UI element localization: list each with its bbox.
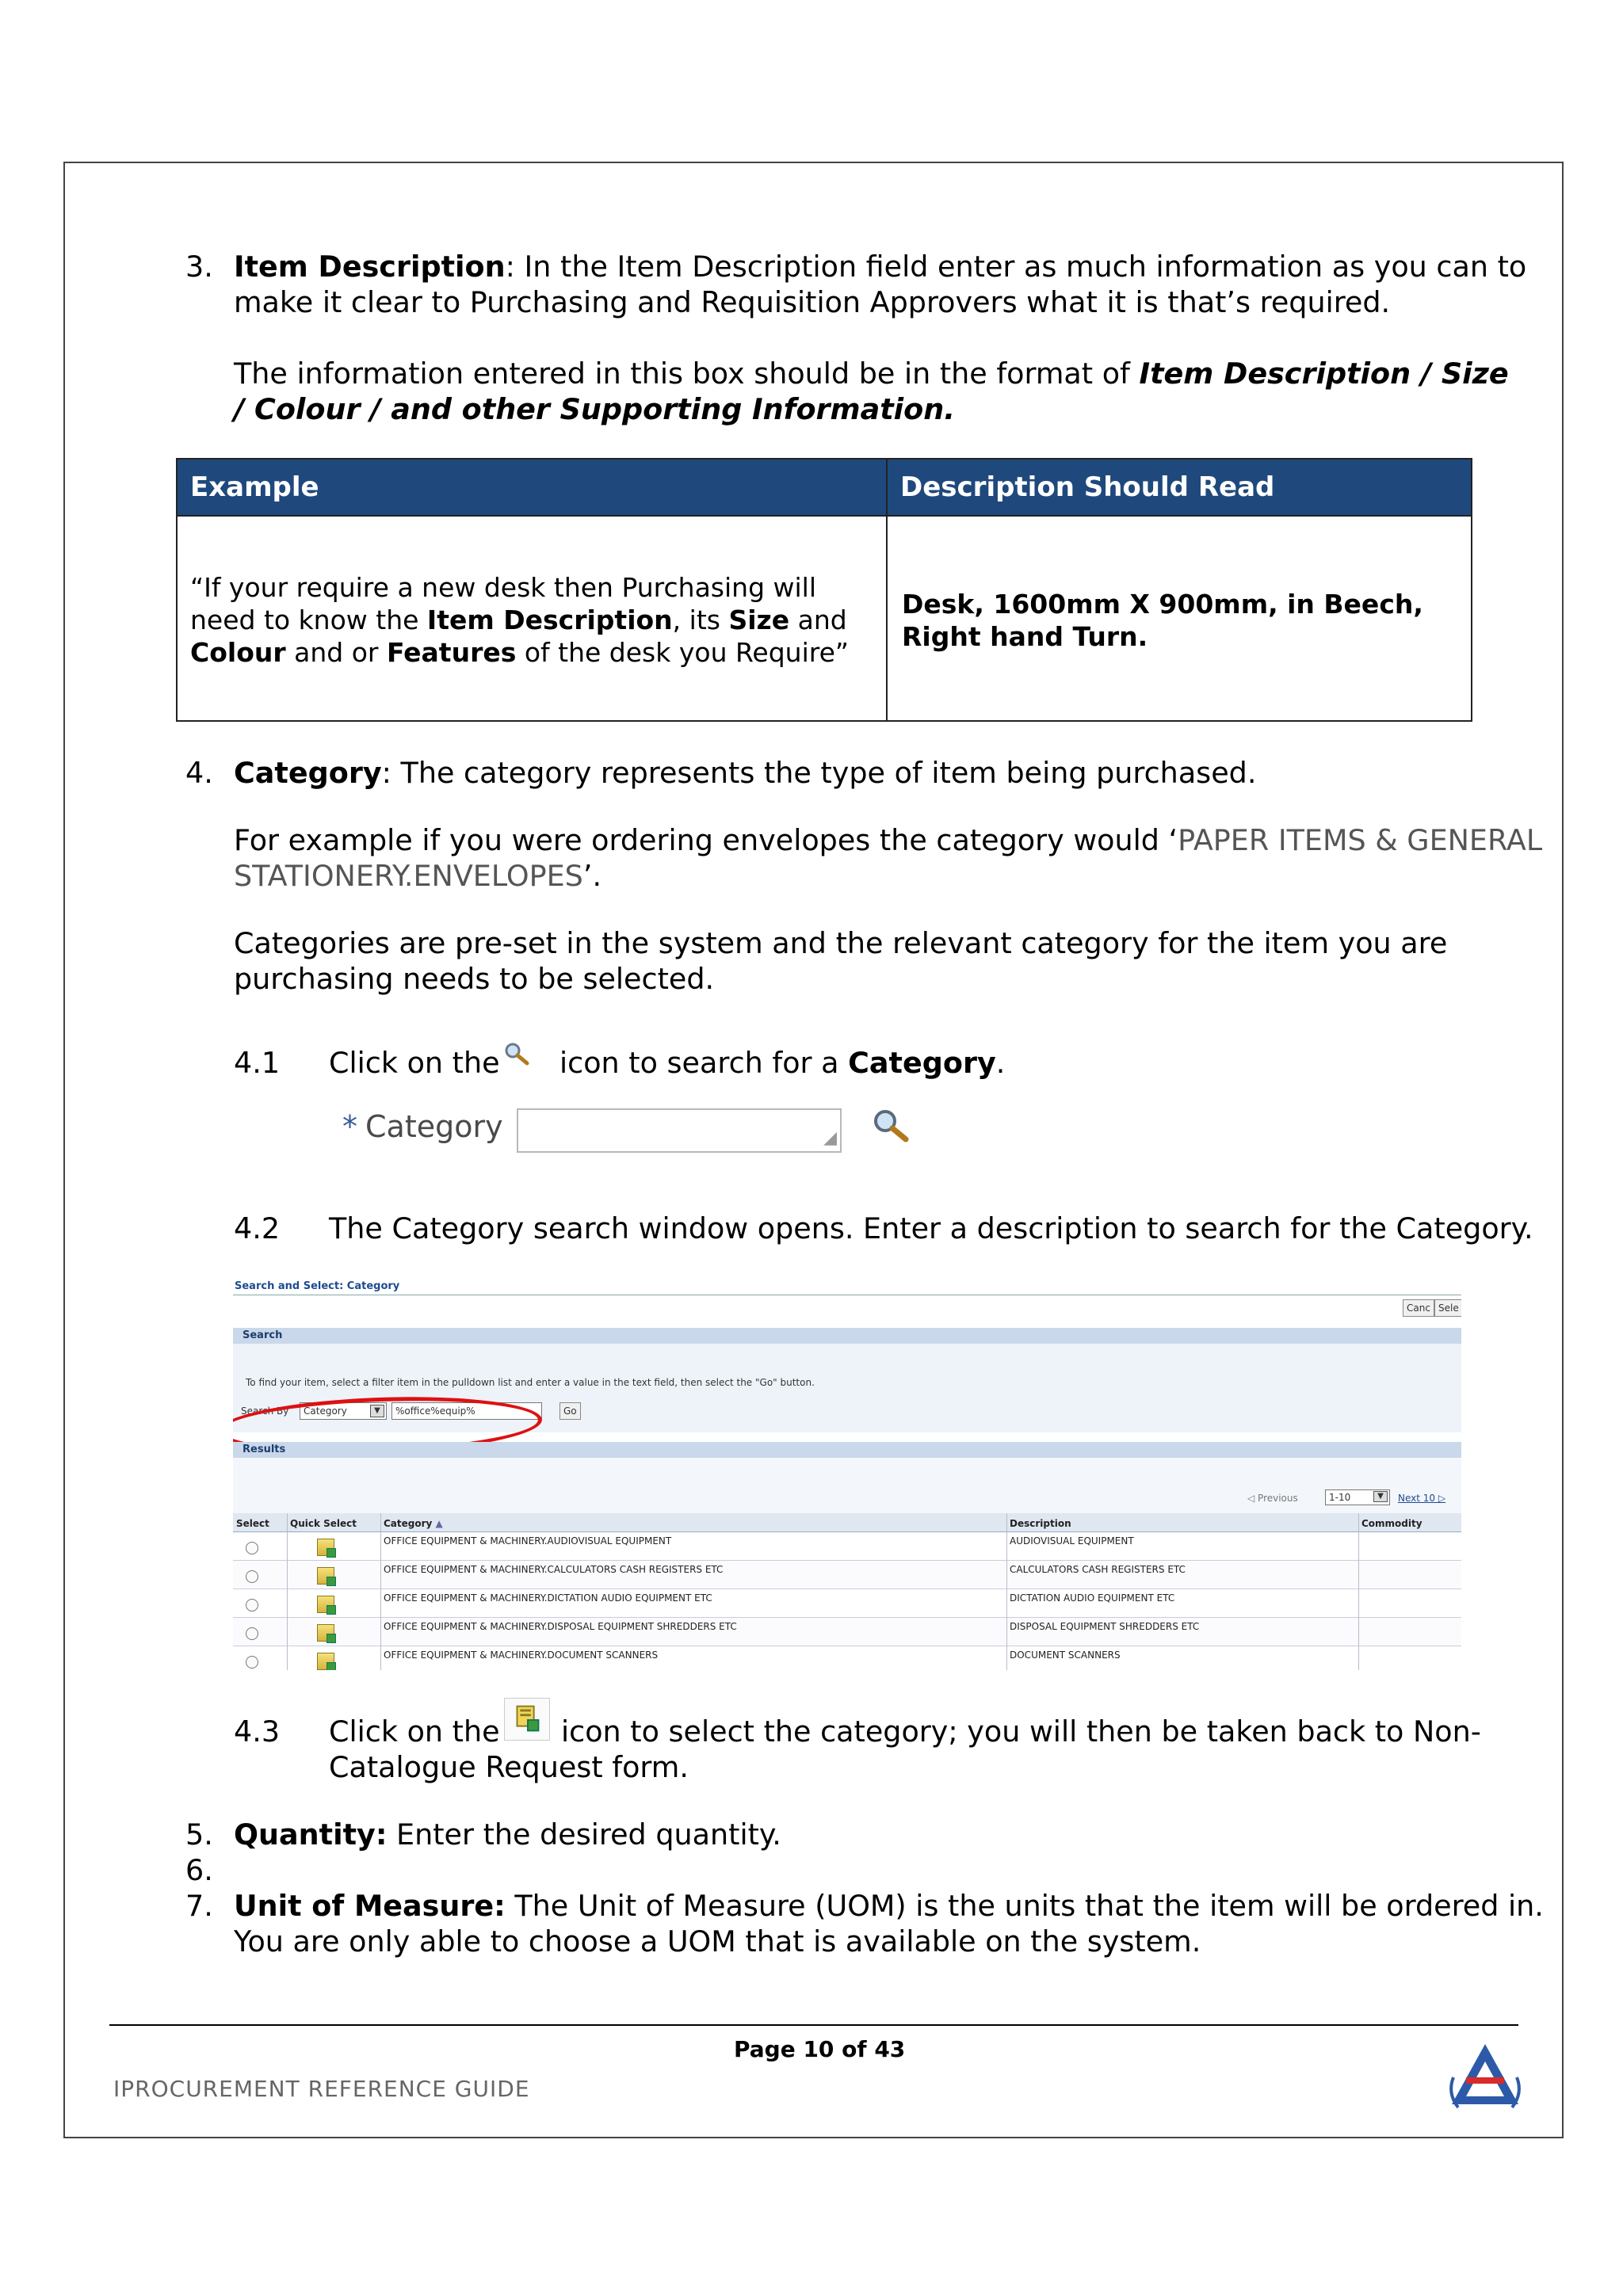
row-category: OFFICE EQUIPMENT & MACHINERY.CALCULATORS CASH REGISTERS ETC	[384, 1564, 724, 1575]
item7-rest: The Unit of Measure (UOM) is the units that the item will be ordered in.	[505, 1889, 1544, 1923]
next-text: Next 10	[1398, 1493, 1436, 1504]
item7-title: Unit of Measure:	[234, 1889, 506, 1923]
quick-select-icon[interactable]	[317, 1567, 334, 1585]
row-description: DOCUMENT SCANNERS	[1010, 1650, 1121, 1661]
col-divider	[1358, 1513, 1359, 1670]
step42-text: The Category search window opens. Enter a description to search for the Category.	[329, 1211, 1533, 1245]
page-number: Page 10 of 43	[734, 2036, 906, 2062]
ex-l2e: and	[789, 605, 847, 635]
previous-link[interactable]: ◁ Previous	[1247, 1493, 1298, 1504]
item4-title: Category	[234, 756, 382, 790]
item4-line1	[234, 755, 1256, 791]
item4-example-line1	[234, 822, 1542, 858]
previous-text: Previous	[1258, 1493, 1298, 1504]
ex-l3d: of the desk you Require”	[516, 637, 849, 668]
item3-title: Item Description	[234, 250, 506, 284]
item3-line1-rest: : In the Item Description field enter as much information as you can to	[505, 250, 1527, 284]
ex-l2b: Item Description	[426, 605, 673, 635]
item4-preset-line1: Categories are pre-set in the system and the relevant category for the item you are	[234, 926, 1448, 960]
col-commodity: Commodity	[1361, 1518, 1423, 1529]
range-value: 1-10	[1329, 1492, 1351, 1503]
col-category[interactable]	[384, 1518, 443, 1529]
item4-example-d: ’.	[582, 859, 602, 893]
row-description: DICTATION AUDIO EQUIPMENT ETC	[1010, 1592, 1175, 1604]
ex-l2d: Size	[728, 605, 790, 635]
cancel-button[interactable]: Canc	[1403, 1299, 1434, 1317]
item4-rest: : The category represents the type of item being purchased.	[381, 756, 1257, 790]
search-by-label: Search By	[241, 1405, 289, 1417]
item3-format-line1	[234, 356, 1509, 391]
step41-text-a: Click on the	[329, 1046, 500, 1080]
item3-format-line2: / Colour / and other Supporting Information.	[234, 392, 956, 426]
chevron-down-icon[interactable]: ▼	[1373, 1491, 1388, 1502]
item4-example-line2	[234, 858, 601, 894]
ex-l2a: need to know the	[190, 605, 427, 635]
item4-example-b: PAPER ITEMS & GENERAL	[1178, 823, 1543, 857]
step43-text-c: Catalogue Request form.	[329, 1750, 689, 1784]
row-category: OFFICE EQUIPMENT & MACHINERY.DISPOSAL EQUIPMENT SHREDDERS ETC	[384, 1621, 737, 1632]
example-table	[176, 458, 1472, 722]
table-row	[233, 1646, 1461, 1670]
item4-preset-line2: purchasing needs to be selected.	[234, 962, 715, 996]
ex-l2c: , its	[672, 605, 729, 635]
select-radio[interactable]	[246, 1599, 258, 1611]
example-left-line2	[190, 604, 847, 636]
example-right-line2: Right hand Turn.	[902, 621, 1148, 652]
example-right-line1: Desk, 1600mm X 900mm, in Beech,	[902, 589, 1423, 620]
table-row	[233, 1561, 1461, 1589]
select-radio[interactable]	[246, 1656, 258, 1669]
chevron-down-icon[interactable]: ▼	[370, 1405, 384, 1417]
item6-number: 6.	[185, 1853, 213, 1887]
ex-l3b: and or	[285, 637, 387, 668]
item5-number: 5.	[185, 1817, 213, 1852]
item4-example-c: STATIONERY.ENVELOPES	[234, 859, 583, 893]
footer-rule	[109, 2024, 1518, 2026]
results-section-bar: Results	[233, 1442, 1461, 1458]
search-window-screenshot	[233, 1280, 1461, 1670]
ex-l3c: Features	[386, 637, 517, 668]
category-input[interactable]	[517, 1108, 842, 1153]
item3-number: 3.	[185, 250, 213, 284]
step41-text-b	[559, 1045, 1005, 1081]
table-row	[233, 1589, 1461, 1618]
step41-number: 4.1	[234, 1046, 281, 1080]
col-description: Description	[1010, 1518, 1071, 1529]
table-row	[233, 1618, 1461, 1646]
step41-bold: Category	[848, 1046, 996, 1080]
row-category: OFFICE EQUIPMENT & MACHINERY.DICTATION AUDIO EQUIPMENT ETC	[384, 1592, 712, 1604]
example-table-header-example: Example	[178, 460, 886, 515]
example-left-line1: “If your require a new desk then Purchasing will	[190, 572, 817, 603]
row-description: CALCULATORS CASH REGISTERS ETC	[1010, 1564, 1186, 1575]
table-header-rule	[178, 515, 1471, 517]
row-description: DISPOSAL EQUIPMENT SHREDDERS ETC	[1010, 1621, 1200, 1632]
select-radio[interactable]	[246, 1627, 258, 1640]
magnifier-icon[interactable]	[870, 1106, 911, 1147]
col-divider	[287, 1513, 288, 1670]
col-divider	[1006, 1513, 1007, 1670]
category-field-label	[342, 1109, 503, 1144]
range-select[interactable]	[1325, 1489, 1390, 1505]
step41-end: .	[995, 1046, 1006, 1080]
item5-line	[234, 1817, 781, 1852]
step43-number: 4.3	[234, 1714, 281, 1749]
results-panel	[233, 1458, 1461, 1513]
search-section-bar: Search	[233, 1328, 1461, 1344]
item5-rest: Enter the desired quantity.	[387, 1817, 781, 1852]
row-category: OFFICE EQUIPMENT & MACHINERY.DOCUMENT SCANNERS	[384, 1650, 659, 1661]
item7-line2: You are only able to choose a UOM that is available on the system.	[234, 1924, 1201, 1958]
row-category: OFFICE EQUIPMENT & MACHINERY.AUDIOVISUAL EQUIPMENT	[384, 1535, 672, 1547]
step42-number: 4.2	[234, 1211, 281, 1245]
item4-number: 4.	[185, 756, 213, 790]
resize-icon: ◢	[823, 1128, 837, 1148]
select-radio[interactable]	[246, 1570, 258, 1583]
search-value-input[interactable]: %office%equip%	[391, 1402, 542, 1420]
search-by-value: Category	[304, 1405, 347, 1417]
item5-title: Quantity:	[234, 1817, 388, 1852]
sort-icon: ▲	[435, 1518, 443, 1529]
required-star: *	[342, 1109, 357, 1144]
item4-example-a: For example if you were ordering envelopes the category would ‘	[234, 823, 1178, 857]
search-instructions: To find your item, select a filter item in the pulldown list and enter a value in the text field, then select the "Go" button.	[246, 1377, 815, 1388]
table-divider	[886, 460, 888, 720]
quick-select-icon[interactable]	[317, 1624, 334, 1642]
table-row	[233, 1532, 1461, 1561]
select-radio[interactable]	[246, 1542, 258, 1554]
item3-format-bold1: Item Description / Size	[1139, 357, 1509, 391]
item7-number: 7.	[185, 1889, 213, 1923]
go-button[interactable]: Go	[559, 1402, 581, 1420]
magnifier-icon[interactable]	[502, 1040, 531, 1069]
step43-text-b: icon to select the category; you will then be taken back to Non-	[561, 1714, 1481, 1749]
quick-select-icon[interactable]	[504, 1698, 550, 1741]
col-select: Select	[236, 1518, 269, 1529]
next-link[interactable]: Next 10 ▷	[1398, 1493, 1446, 1504]
col-quick-select: Quick Select	[290, 1518, 357, 1529]
example-left-line3	[190, 636, 849, 669]
ex-l3a: Colour	[190, 637, 286, 668]
item7-line1	[234, 1888, 1544, 1924]
category-label-text: Category	[365, 1109, 503, 1144]
step43-text-a: Click on the	[329, 1714, 500, 1749]
select-button[interactable]: Sele	[1434, 1299, 1461, 1317]
row-description: AUDIOVISUAL EQUIPMENT	[1010, 1535, 1134, 1547]
quick-select-icon[interactable]	[317, 1596, 334, 1613]
search-window-title: Search and Select: Category	[235, 1280, 400, 1292]
step41-text-b-span: icon to search for a	[559, 1046, 849, 1080]
item3-line2: make it clear to Purchasing and Requisition Approvers what it is that’s required.	[234, 285, 1391, 319]
col-category-text: Category	[384, 1518, 433, 1529]
item3-line1	[234, 249, 1526, 284]
guide-title: IPROCUREMENT REFERENCE GUIDE	[113, 2076, 530, 2102]
example-table-header-description: Description Should Read	[888, 460, 1471, 515]
quick-select-icon[interactable]	[317, 1539, 334, 1556]
col-divider	[380, 1513, 381, 1670]
quick-select-icon[interactable]	[317, 1653, 334, 1670]
logo-triangle-icon	[1442, 2038, 1528, 2117]
item3-format-intro: The information entered in this box should be in the format of	[234, 357, 1140, 391]
